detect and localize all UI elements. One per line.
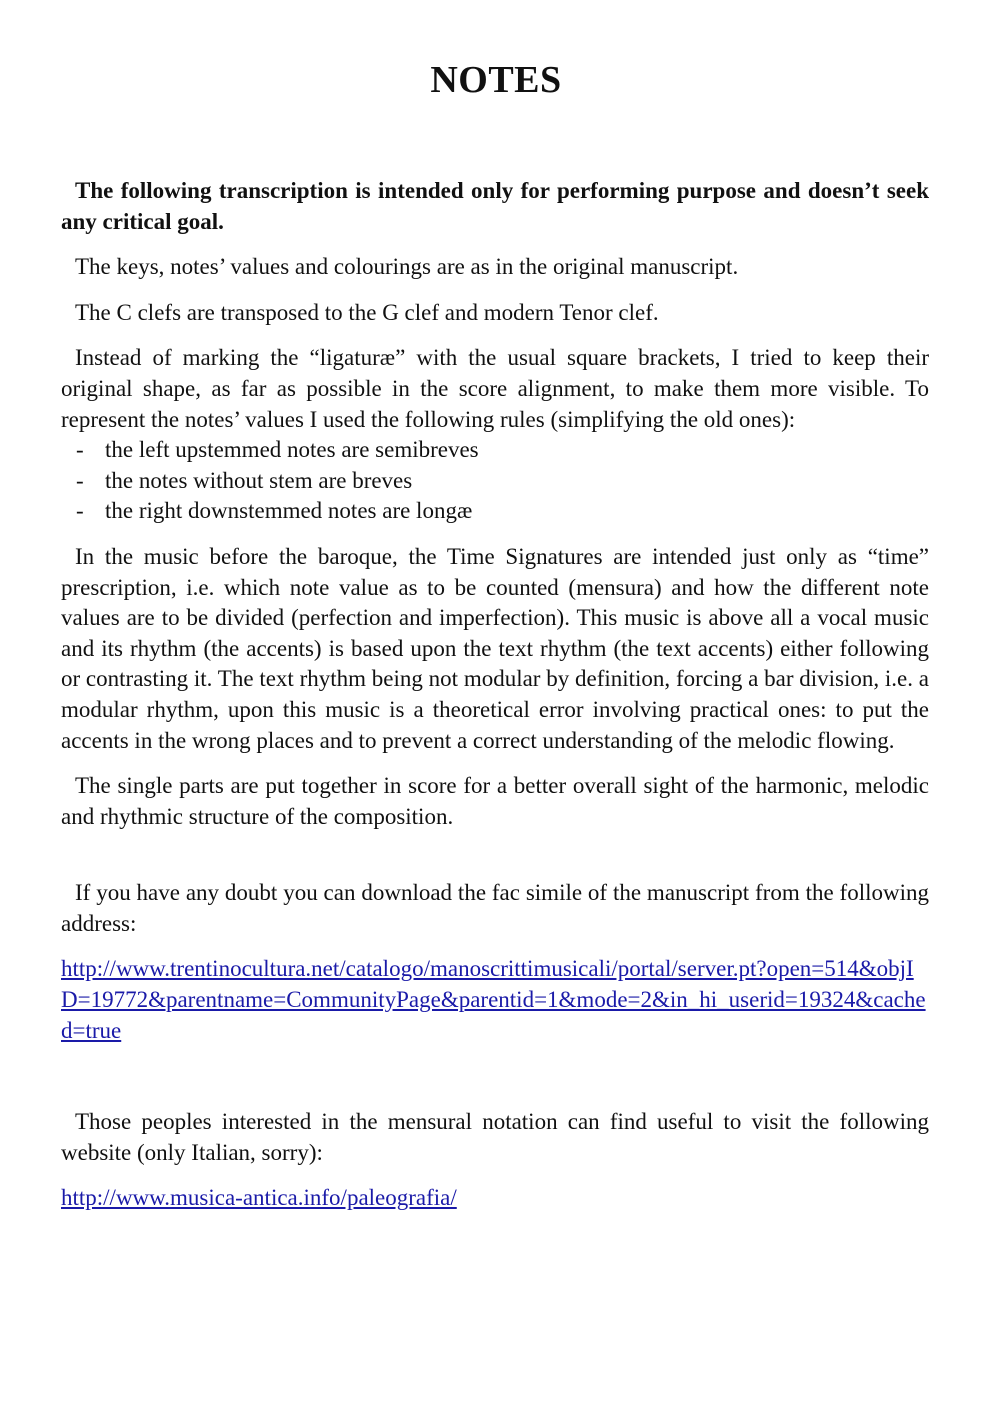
mensural-paragraph: Those peoples interested in the mensural notation can find useful to visit the following website (only Italian, sorry): bbox=[61, 1109, 929, 1165]
clefs-paragraph: The C clefs are transposed to the G clef and modern Tenor clef. bbox=[75, 299, 659, 325]
intro-paragraph: The following transcription is intended only for performing purpose and doesn’t seek any critical goal. bbox=[61, 178, 929, 234]
score-paragraph: The single parts are put together in score for a better overall sight of the harmonic, melodic and rhythmic structure of the composition. bbox=[61, 773, 929, 829]
notes-body bbox=[61, 176, 929, 1214]
paleografia-link[interactable]: http://www.musica-antica.info/paleografia/ bbox=[61, 1185, 457, 1211]
manuscript-link-paragraph bbox=[61, 954, 929, 1046]
ligatures-paragraph: Instead of marking the “ligaturæ” with the usual square brackets, I tried to keep their original shape, as far as possible in the score alignment, to make them more visible. To represent the notes’ values I used the following rules (simplifying the old ones): bbox=[61, 345, 929, 432]
doubt-paragraph: If you have any doubt you can download the fac simile of the manuscript from the following address: bbox=[61, 880, 929, 936]
list-dash: - bbox=[76, 467, 84, 493]
manuscript-link[interactable]: http://www.trentinocultura.net/catalogo/manoscrittimusicali/portal/server.pt?open=514&objID=19772&parentname=CommunityPage&parentid=1&mode=2&in_hi_userid=19324&cached=true bbox=[61, 956, 926, 1043]
page-title: NOTES bbox=[430, 59, 562, 101]
music-paragraph: In the music before the baroque, the Time Signatures are intended just only as “time” prescription, i.e. which note value as to be counted (mensura) and how the different note values are to be divided (perfection and imperfection). This music is above all a vocal music and its rhythm (the accents) is based upon the text rhythm (the text accents) either following or contrasting it. The text rhythm being not modular by definition, forcing a bar division, i.e. a modular rhythm, upon this music is a theoretical error involving practical ones: to put the accents in the wrong places and to prevent a correct understanding of the melodic flowing. bbox=[61, 543, 929, 753]
note-value-rules-list bbox=[61, 435, 929, 527]
paleografia-link-paragraph bbox=[61, 1183, 929, 1214]
list-item-text: the left upstemmed notes are semibreves bbox=[105, 437, 479, 463]
keys-paragraph: The keys, notes’ values and colourings are as in the original manuscript. bbox=[75, 254, 739, 280]
list-item-text: the notes without stem are breves bbox=[105, 467, 413, 493]
list-item bbox=[61, 466, 929, 497]
list-item bbox=[61, 496, 929, 527]
list-item-text: the right downstemmed notes are longæ bbox=[105, 498, 473, 524]
list-dash: - bbox=[76, 437, 84, 463]
list-item bbox=[61, 435, 929, 466]
list-dash: - bbox=[76, 498, 84, 524]
